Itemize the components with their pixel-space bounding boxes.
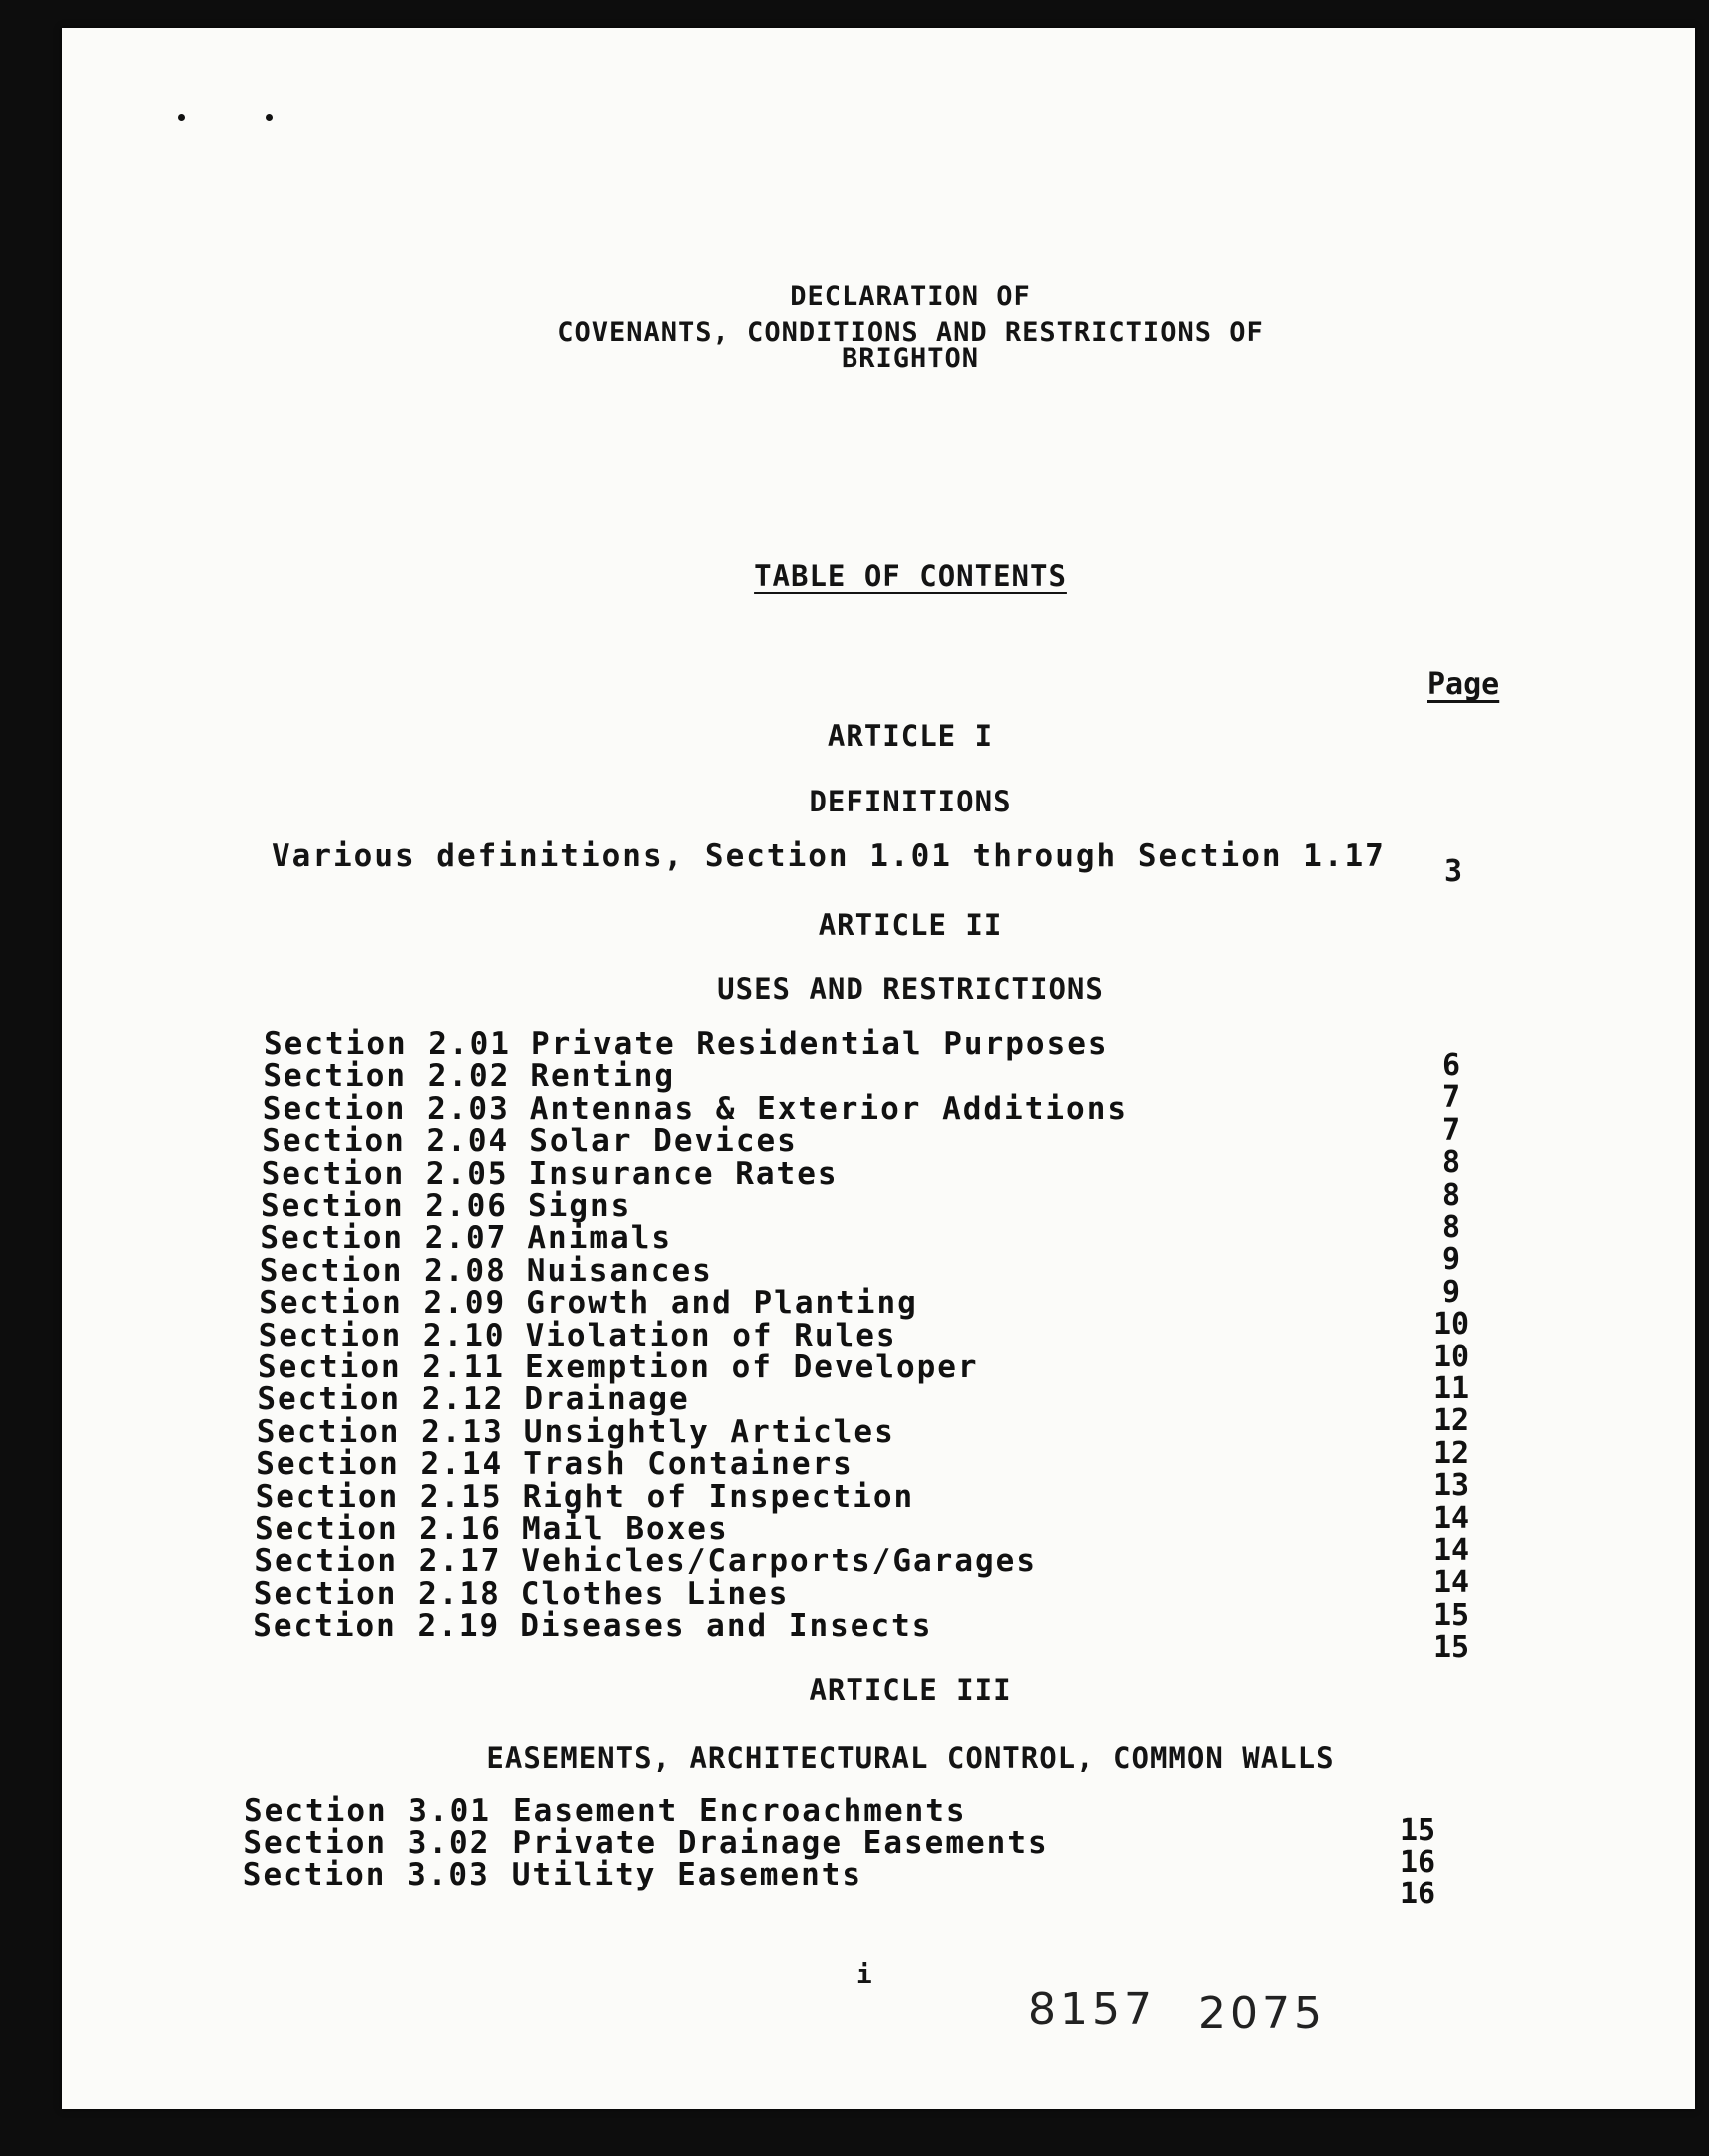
toc-entry-row xyxy=(0,1857,1709,1911)
article-label: ARTICLE II xyxy=(818,908,1003,942)
document-stamp-number-right: 2075 xyxy=(1198,1988,1326,2039)
scan-speck xyxy=(178,114,185,121)
section-title: Insurance Rates xyxy=(528,1155,839,1192)
page-number: 7 xyxy=(1441,1080,1461,1116)
page-number: 12 xyxy=(1432,1435,1470,1471)
article-title: DEFINITIONS xyxy=(809,785,1012,818)
page-number: 15 xyxy=(1432,1597,1470,1633)
section-number: Section 2.02 xyxy=(263,1058,511,1095)
section-number: Section 2.15 xyxy=(255,1478,503,1515)
toc-heading: TABLE OF CONTENTS xyxy=(754,559,1067,593)
page-number: 8 xyxy=(1441,1210,1461,1245)
section-number: Section 2.05 xyxy=(261,1155,509,1192)
section-number: Section 2.13 xyxy=(256,1413,504,1450)
section-number: Section 2.12 xyxy=(257,1381,505,1418)
section-number: Section 2.06 xyxy=(261,1188,508,1224)
section-title: Renting xyxy=(530,1058,676,1095)
section-title: Mail Boxes xyxy=(522,1511,729,1547)
section-number: Section 3.02 xyxy=(243,1825,491,1861)
page-number: 6 xyxy=(1441,1048,1461,1083)
section-title: Antennas & Exterior Additions xyxy=(529,1090,1129,1127)
document-title-line-1: DECLARATION OF xyxy=(790,281,1031,312)
section-number: Section 2.03 xyxy=(262,1090,510,1127)
section-title: Growth and Planting xyxy=(526,1285,918,1322)
page-number: 9 xyxy=(1441,1242,1461,1278)
section-title: Easement Encroachments xyxy=(513,1793,967,1829)
scan-speck xyxy=(266,114,273,121)
page-number: 9 xyxy=(1441,1274,1461,1310)
section-title: Exemption of Developer xyxy=(525,1349,979,1385)
article-title: USES AND RESTRICTIONS xyxy=(717,972,1104,1006)
page-number: 16 xyxy=(1399,1877,1436,1911)
section-title: Drainage xyxy=(524,1381,690,1418)
section-title: Private Residential Purposes xyxy=(531,1026,1109,1062)
section-number: Section 2.07 xyxy=(260,1220,508,1257)
section-number: Section 3.03 xyxy=(242,1857,490,1892)
section-number: Section 2.19 xyxy=(253,1608,501,1645)
page-number: 3 xyxy=(1443,854,1463,889)
section-number: Section 2.08 xyxy=(259,1252,507,1289)
document-stamp-number-left: 8157 xyxy=(1028,1984,1156,2035)
section-title: Animals xyxy=(527,1220,673,1257)
page-number: 8 xyxy=(1441,1145,1461,1181)
page-number: 14 xyxy=(1432,1533,1470,1568)
page-number: 14 xyxy=(1432,1500,1470,1536)
section-title: Diseases and Insects xyxy=(520,1608,933,1645)
document-title-line-2: COVENANTS, CONDITIONS AND RESTRICTIONS OF xyxy=(557,317,1264,348)
article-title: EASEMENTS, ARCHITECTURAL CONTROL, COMMON WALLS xyxy=(486,1741,1335,1775)
section-number: Section 2.17 xyxy=(254,1543,502,1580)
section-number: Section 2.18 xyxy=(253,1575,501,1612)
section-title: Trash Containers xyxy=(523,1446,854,1483)
section-number: Section 2.10 xyxy=(258,1317,506,1353)
article-label: ARTICLE I xyxy=(827,719,994,753)
page-number: 14 xyxy=(1432,1565,1470,1601)
article-summary: Various definitions, Section 1.01 through Section 1.17 xyxy=(272,838,1386,874)
toc-entry-row xyxy=(0,1608,1709,1666)
page-number: 7 xyxy=(1441,1112,1461,1148)
section-number: Section 2.09 xyxy=(259,1285,507,1322)
section-title: Private Drainage Easements xyxy=(512,1825,1049,1861)
page-number: 13 xyxy=(1432,1468,1470,1504)
section-title: Nuisances xyxy=(526,1252,713,1289)
page-column-label: Page xyxy=(1427,667,1500,702)
section-number: Section 2.14 xyxy=(256,1446,504,1483)
section-title: Right of Inspection xyxy=(522,1478,915,1515)
page-number: 12 xyxy=(1432,1403,1470,1439)
document-title-line-3: BRIGHTON xyxy=(841,343,980,374)
section-title: Clothes Lines xyxy=(520,1575,790,1612)
section-number: Section 2.11 xyxy=(258,1349,505,1385)
page-number: 10 xyxy=(1432,1339,1470,1374)
page-number: 15 xyxy=(1399,1813,1436,1848)
section-title: Unsightly Articles xyxy=(523,1413,895,1450)
section-number: Section 2.04 xyxy=(262,1123,510,1160)
page-number: 16 xyxy=(1399,1845,1436,1880)
section-title: Vehicles/Carports/Garages xyxy=(521,1543,1037,1580)
section-number: Section 2.16 xyxy=(255,1511,502,1547)
section-number: Section 3.01 xyxy=(244,1793,491,1829)
page-number: 15 xyxy=(1432,1630,1470,1666)
page-number: 10 xyxy=(1432,1307,1470,1343)
section-title: Utility Easements xyxy=(511,1857,863,1892)
section-title: Solar Devices xyxy=(529,1123,798,1160)
page-number: 11 xyxy=(1432,1371,1470,1406)
page-number: 8 xyxy=(1441,1177,1461,1213)
footer-page-roman: i xyxy=(856,1960,872,1990)
section-title: Signs xyxy=(528,1188,632,1224)
article-label: ARTICLE III xyxy=(809,1673,1012,1707)
section-number: Section 2.01 xyxy=(264,1026,511,1062)
section-title: Violation of Rules xyxy=(525,1317,897,1353)
